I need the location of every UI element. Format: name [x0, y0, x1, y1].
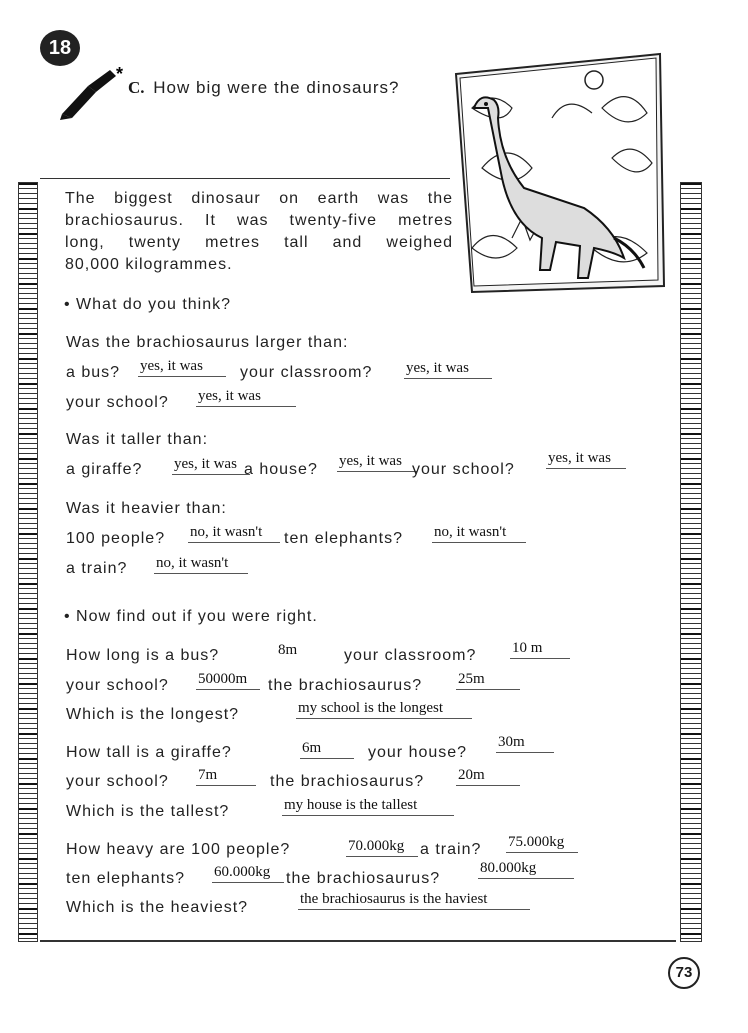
top-divider: [40, 178, 450, 179]
ruler-tick: [19, 783, 37, 785]
long-classroom-label: your classroom?: [344, 647, 477, 664]
writing-pencil-icon: [58, 66, 128, 120]
long-question: How long is a bus?: [66, 647, 220, 664]
ruler-tick: [681, 808, 701, 810]
tall-school-label: your school?: [66, 773, 169, 790]
elephants-label: ten elephants?: [284, 530, 403, 547]
long-brachio-label: the brachiosaurus?: [268, 677, 423, 694]
heavy-elephants-label: ten elephants?: [66, 870, 185, 887]
ruler-tick: [681, 483, 701, 485]
ruler-tick: [19, 808, 37, 810]
ruler-tick: [19, 933, 37, 935]
page-number: 73: [668, 957, 700, 989]
ruler-tick: [19, 733, 37, 735]
long-school-answer[interactable]: 50000m: [196, 671, 260, 690]
ruler-tick: [681, 933, 701, 935]
ruler-tick: [681, 283, 701, 285]
question-taller: Was it taller than:: [66, 431, 209, 448]
train-label: a train?: [66, 560, 128, 577]
ruler-tick: [19, 483, 37, 485]
heaviest-question: Which is the heaviest?: [66, 899, 249, 916]
heavy-train-label: a train?: [420, 841, 482, 858]
bottom-divider: [40, 940, 676, 942]
ruler-tick: [19, 708, 37, 710]
heavy-train-answer[interactable]: 75.000kg: [506, 834, 578, 853]
ruler-tick: [19, 558, 37, 560]
think-bullet: • What do you think?: [64, 296, 232, 313]
ruler-tick: [681, 658, 701, 660]
ruler-tick: [681, 308, 701, 310]
ruler-tick: [19, 233, 37, 235]
ruler-tick: [19, 308, 37, 310]
findout-bullet: • Now find out if you were right.: [64, 608, 318, 625]
ruler-tick: [19, 358, 37, 360]
bus-answer[interactable]: yes, it was: [138, 358, 226, 377]
school2-label: your school?: [412, 461, 515, 478]
heaviest-answer[interactable]: the brachiosaurus is the haviest: [298, 891, 530, 910]
ruler-tick: [681, 233, 701, 235]
exercise-heading: [128, 78, 400, 98]
ruler-tick: [681, 558, 701, 560]
classroom-label: your classroom?: [240, 364, 373, 381]
tallest-answer[interactable]: my house is the tallest: [282, 797, 454, 816]
giraffe-label: a giraffe?: [66, 461, 143, 478]
heavy-brachio-answer[interactable]: 80.000kg: [478, 860, 574, 879]
ruler-tick: [19, 383, 37, 385]
ruler-tick: [681, 458, 701, 460]
ruler-tick: [681, 858, 701, 860]
people-label: 100 people?: [66, 530, 166, 547]
ruler-tick: [19, 458, 37, 460]
ruler-tick: [681, 358, 701, 360]
ruler-tick: [681, 833, 701, 835]
exercise-letter: C.: [128, 78, 145, 97]
brachiosaurus-illustration: [452, 48, 668, 298]
ruler-tick: [681, 333, 701, 335]
ruler-tick: [681, 183, 701, 185]
train-answer[interactable]: no, it wasn't: [154, 555, 248, 574]
ruler-tick: [681, 733, 701, 735]
long-school-label: your school?: [66, 677, 169, 694]
ruler-tick: [681, 583, 701, 585]
ruler-tick: [19, 533, 37, 535]
ruler-tick: [681, 433, 701, 435]
elephants-answer[interactable]: no, it wasn't: [432, 524, 526, 543]
ruler-tick: [19, 508, 37, 510]
ruler-tick: [19, 683, 37, 685]
ruler-tick: [19, 583, 37, 585]
ruler-tick: [681, 883, 701, 885]
left-ruler: [18, 182, 38, 942]
ruler-tick: [19, 183, 37, 185]
tall-brachio-answer[interactable]: 20m: [456, 767, 520, 786]
people-answer[interactable]: no, it wasn't: [188, 524, 280, 543]
ruler-tick: [681, 783, 701, 785]
ruler-tick: [19, 283, 37, 285]
ruler-tick: [681, 208, 701, 210]
long-classroom-answer[interactable]: 10 m: [510, 640, 570, 659]
intro-line: brachiosaurus. It was twenty-five metres: [65, 212, 453, 229]
school-answer[interactable]: yes, it was: [196, 388, 296, 407]
school-label: your school?: [66, 394, 169, 411]
heavy-brachio-label: the brachiosaurus?: [286, 870, 441, 887]
long-brachio-answer[interactable]: 25m: [456, 671, 520, 690]
ruler-tick: [19, 433, 37, 435]
ruler-tick: [19, 208, 37, 210]
longest-question: Which is the longest?: [66, 706, 240, 723]
ruler-tick: [19, 858, 37, 860]
giraffe-answer[interactable]: yes, it was: [172, 456, 250, 475]
tall-brachio-label: the brachiosaurus?: [270, 773, 425, 790]
ruler-tick: [19, 408, 37, 410]
classroom-answer[interactable]: yes, it was: [404, 360, 492, 379]
ruler-tick: [681, 383, 701, 385]
long-bus-answer[interactable]: 8m: [278, 642, 298, 658]
school2-answer[interactable]: yes, it was: [546, 450, 626, 469]
ruler-tick: [681, 908, 701, 910]
question-larger: Was the brachiosaurus larger than:: [66, 334, 349, 351]
tall-school-answer[interactable]: 7m: [196, 767, 256, 786]
ruler-tick: [681, 683, 701, 685]
ruler-tick: [681, 758, 701, 760]
ruler-tick: [681, 533, 701, 535]
ruler-tick: [19, 258, 37, 260]
ruler-tick: [19, 833, 37, 835]
svg-text:*: *: [116, 66, 124, 84]
ruler-tick: [681, 258, 701, 260]
intro-paragraph: [65, 188, 453, 276]
tallest-question: Which is the tallest?: [66, 803, 230, 820]
heavy-question: How heavy are 100 people?: [66, 841, 291, 858]
ruler-tick: [19, 883, 37, 885]
intro-line: 80,000 kilogrammes.: [65, 256, 233, 273]
intro-line: long, twenty metres tall and weighed: [65, 234, 453, 251]
ruler-tick: [681, 708, 701, 710]
longest-answer[interactable]: my school is the longest: [296, 700, 472, 719]
exercise-title: How big were the dinosaurs?: [153, 78, 400, 97]
ruler-tick: [19, 908, 37, 910]
ruler-tick: [681, 633, 701, 635]
lesson-number-badge: 18: [40, 30, 80, 66]
ruler-tick: [681, 508, 701, 510]
ruler-tick: [19, 608, 37, 610]
tall-house-answer[interactable]: 30m: [496, 734, 554, 753]
tall-house-label: your house?: [368, 744, 468, 761]
question-heavier: Was it heavier than:: [66, 500, 227, 517]
ruler-tick: [19, 633, 37, 635]
ruler-tick: [681, 408, 701, 410]
ruler-tick: [19, 333, 37, 335]
ruler-tick: [681, 608, 701, 610]
tall-question: How tall is a giraffe?: [66, 744, 232, 761]
heavy-people-answer[interactable]: 70.000kg: [346, 838, 418, 857]
right-ruler: [680, 182, 702, 942]
heavy-elephants-answer[interactable]: 60.000kg: [212, 864, 284, 883]
tall-giraffe-answer[interactable]: 6m: [300, 740, 354, 759]
ruler-tick: [19, 758, 37, 760]
ruler-tick: [19, 658, 37, 660]
house-label: a house?: [244, 461, 318, 478]
house-answer[interactable]: yes, it was: [337, 453, 417, 472]
intro-line: The biggest dinosaur on earth was the: [65, 190, 453, 207]
bus-label: a bus?: [66, 364, 121, 381]
